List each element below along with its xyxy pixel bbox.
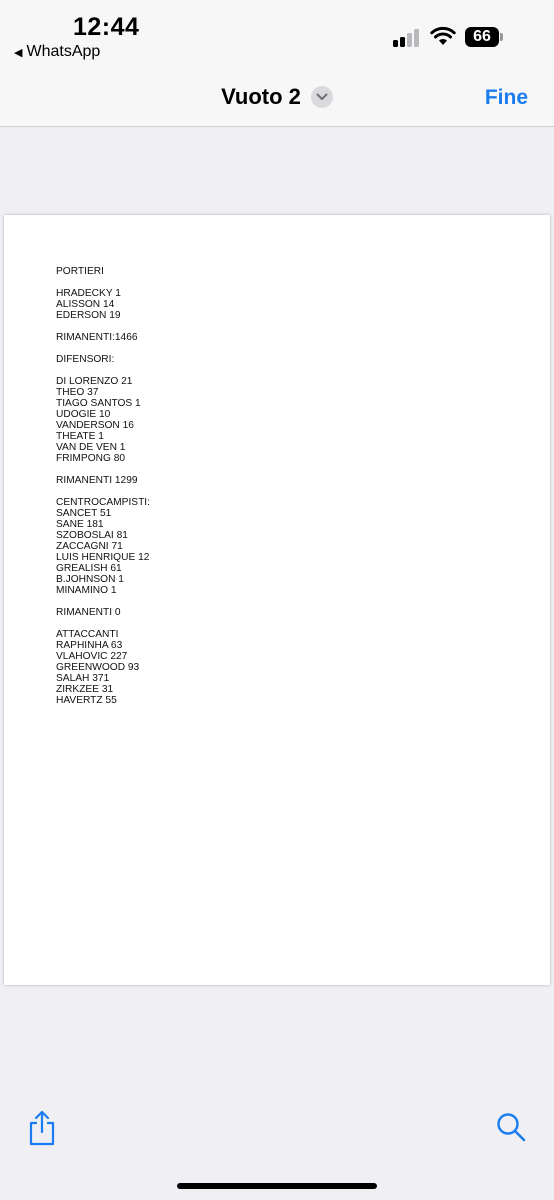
- document-line: VLAHOVIC 227: [56, 651, 128, 662]
- document-line: DI LORENZO 21: [56, 376, 133, 387]
- share-icon[interactable]: [28, 1110, 56, 1146]
- document-line: EDERSON 19: [56, 310, 121, 321]
- document-text: [56, 266, 150, 706]
- document-title-menu[interactable]: [0, 84, 554, 110]
- document-line: RIMANENTI 1299: [56, 475, 138, 486]
- document-line: CENTROCAMPISTI:: [56, 497, 150, 508]
- back-to-app-button[interactable]: [14, 43, 100, 61]
- blank-line: [56, 321, 150, 332]
- battery-level: 66: [465, 27, 499, 47]
- wifi-icon: [430, 26, 456, 46]
- home-indicator: [177, 1183, 377, 1189]
- blank-line: [56, 365, 150, 376]
- bottom-toolbar: [0, 1077, 554, 1200]
- document-line: MINAMINO 1: [56, 585, 117, 596]
- document-line: HRADECKY 1: [56, 288, 121, 299]
- blank-line: [56, 596, 150, 607]
- document-line: RIMANENTI:1466: [56, 332, 138, 343]
- chevron-down-icon[interactable]: [311, 86, 333, 108]
- document-page: [4, 215, 550, 985]
- document-line: VANDERSON 16: [56, 420, 134, 431]
- status-bar: [0, 0, 554, 70]
- document-line: RAPHINHA 63: [56, 640, 123, 651]
- document-line: THEO 37: [56, 387, 99, 398]
- blank-line: [56, 277, 150, 288]
- navigation-bar: [0, 70, 554, 127]
- document-line: DIFENSORI:: [56, 354, 115, 365]
- document-viewer[interactable]: [0, 127, 554, 1077]
- document-line: THEATE 1: [56, 431, 104, 442]
- document-line: ALISSON 14: [56, 299, 115, 310]
- document-line: FRIMPONG 80: [56, 453, 126, 464]
- document-line: RIMANENTI 0: [56, 607, 121, 618]
- document-line: UDOGIE 10: [56, 409, 111, 420]
- back-triangle-icon: ◀: [14, 46, 23, 59]
- document-line: ZIRKZEE 31: [56, 684, 114, 695]
- document-line: ZACCAGNI 71: [56, 541, 123, 552]
- status-time: 12:44: [73, 13, 140, 41]
- document-line: GREALISH 61: [56, 563, 122, 574]
- document-line: LUIS HENRIQUE 12: [56, 552, 150, 563]
- battery-icon: [465, 27, 501, 47]
- document-title: Vuoto 2: [221, 84, 301, 109]
- document-line: GREENWOOD 93: [56, 662, 140, 673]
- document-line: SANCET 51: [56, 508, 112, 519]
- blank-line: [56, 486, 150, 497]
- document-line: TIAGO SANTOS 1: [56, 398, 141, 409]
- back-app-label: WhatsApp: [26, 43, 101, 60]
- document-line: SALAH 371: [56, 673, 110, 684]
- blank-line: [56, 464, 150, 475]
- document-line: PORTIERI: [56, 266, 104, 277]
- search-icon[interactable]: [496, 1112, 526, 1142]
- document-line: HAVERTZ 55: [56, 695, 117, 706]
- blank-line: [56, 618, 150, 629]
- document-line: B.JOHNSON 1: [56, 574, 124, 585]
- document-line: ATTACCANTI: [56, 629, 119, 640]
- document-line: VAN DE VEN 1: [56, 442, 126, 453]
- blank-line: [56, 343, 150, 354]
- done-button[interactable]: Fine: [484, 86, 528, 109]
- document-line: SZOBOSLAI 81: [56, 530, 128, 541]
- cellular-signal-icon: [393, 27, 423, 47]
- document-line: SANE 181: [56, 519, 104, 530]
